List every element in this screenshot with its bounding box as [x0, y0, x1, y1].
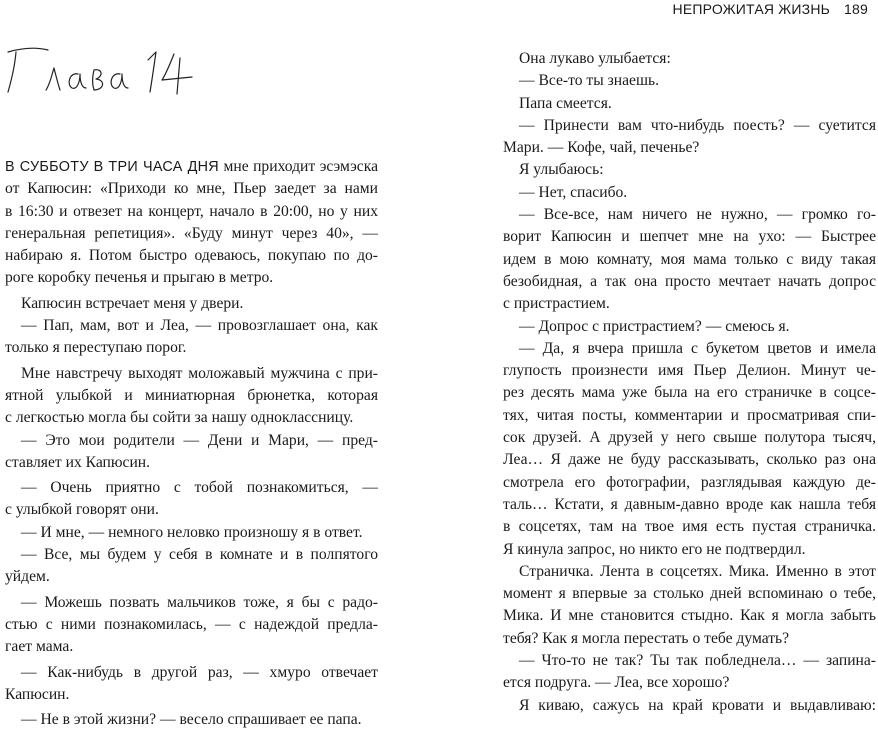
text-line: — Все, мы будем у себя в комнате и в полпятого	[21, 546, 378, 564]
text-line: — И мне, — немного неловко произношу я в ответ.	[21, 523, 363, 541]
text-line: ставляет их Капюсин.	[5, 453, 151, 471]
text-line: — Нет, спасибо.	[519, 183, 628, 201]
text-line: Капюсин встречает меня у двери.	[21, 294, 244, 312]
text-line: глупость произнести имя Пьер Делион. Минут че-	[503, 362, 876, 380]
text-line: сок друзей. А друзей у него свыше полутора тысяч,	[503, 429, 876, 447]
text-line: с улыбкой говорят они.	[5, 501, 159, 519]
text-line: тебя? Как я могла перестать о тебе думать?	[503, 629, 790, 647]
text-line: Леа… Я даже не буду рассказывать, сколько раз она	[503, 451, 876, 469]
text-line: с пристрастием.	[503, 295, 610, 313]
text-line: ятной улыбкой и миниатюрная брюнетка, которая	[5, 386, 378, 404]
text-line: Я улыбаюсь:	[519, 161, 604, 179]
text-line: идем в мою комнату, моя мама только с виду такая	[503, 250, 876, 268]
text-line: с легкостью могла бы сойти за нашу одноклассницу.	[5, 409, 354, 427]
text-line: рез десять мама уже была на его страничке в соцсе-	[503, 384, 876, 402]
left-text-column	[5, 0, 378, 731]
text-line: ворит Капюсин и шепчет мне на ухо: — Быстрее	[503, 228, 876, 246]
text-line: — Принести вам что-нибудь поесть? — суетится	[519, 116, 876, 134]
text-line: Страничка. Лента в соцсетях. Мика. Именно в этот	[519, 562, 876, 580]
text-line: смотрела его фотографии, разглядывая каждую де-	[503, 473, 876, 491]
text-line: генеральная репетиция». «Буду минут через 40», —	[5, 224, 378, 242]
right-text-column	[503, 0, 876, 717]
text-line: в 16:30 и отвезет на концерт, начало в 20:00, но у них	[5, 202, 378, 220]
text-line: Я кинула запрос, но никто его не подтвердил.	[503, 540, 806, 558]
text-line: уйдем.	[5, 568, 50, 586]
text-line: безобидная, а так она просто мечтает начать допрос	[503, 272, 876, 290]
text-line: Капюсин.	[5, 685, 70, 703]
text-line: — Не в этой жизни? — весело спрашивает ее папа.	[21, 711, 362, 729]
text-line: Она лукаво улыбается:	[519, 50, 671, 67]
text-line: роге коробку печенья и прыгаю в метро.	[5, 269, 274, 287]
text-line: — Да, я вчера пришла с букетом цветов и имела	[519, 339, 876, 357]
text-line: от Капюсин: «Приходи ко мне, Пьер заедет за нами	[5, 180, 378, 198]
text-line: Я киваю, сажусь на край кровати и выдавливаю:	[519, 696, 876, 714]
text-line: — Как-нибудь в другой раз, — хмуро отвечает	[21, 663, 378, 681]
text-line: Мика. И мне становится стыдно. Как я могла забыть	[503, 607, 876, 625]
text-line: — Очень приятно с тобой познакомиться, —	[21, 479, 378, 497]
text-line: — Все-то ты знаешь.	[519, 72, 659, 90]
text-line: в соцсетях, там на твое имя есть пустая страничка.	[503, 518, 876, 536]
text-line: — Допрос с пристрастием? — смеюсь я.	[519, 317, 790, 335]
text-line: В СУББОТУ В ТРИ ЧАСА ДНЯ мне приходит эсэмэска	[5, 158, 378, 175]
running-title: НЕПРОЖИТАЯ ЖИЗНЬ	[672, 1, 831, 17]
text-line: стью с ними познакомилась, — с надеждой предла-	[5, 615, 378, 633]
text-line: таль… Кстати, я давным-давно вроде как нашла тебя	[503, 495, 876, 513]
text-line: — Что-то не так? Ты так побледнела… — запина-	[519, 652, 876, 670]
text-line: — Это мои родители — Дени и Мари, — пред-	[21, 431, 378, 449]
text-line: тях, читая посты, комментарии и просматривая спи-	[503, 406, 876, 424]
opening-caps: В СУББОТУ В ТРИ ЧАСА ДНЯ	[5, 159, 219, 175]
text-line: гает мама.	[5, 638, 74, 656]
text-line: только я переступаю порог.	[5, 339, 187, 357]
text-line: набираю я. Потом быстро одеваюсь, покупаю по до-	[5, 247, 378, 265]
text-line: — Пап, мам, вот и Леа, — провозглашает она, как	[21, 317, 378, 335]
text-line: Мне навстречу выходят моложавый мужчина с при-	[21, 364, 378, 382]
text-line: Мари. — Кофе, чай, печенье?	[503, 139, 700, 157]
text-line: Папа смеется.	[519, 94, 612, 112]
page-number: 189	[844, 1, 868, 17]
text-line: момент я впервые за столько дней вспоминаю о тебе,	[503, 585, 876, 603]
text-line: — Все-все, нам ничего не нужно, — громко го-	[519, 206, 876, 224]
text-line: ется подруга. — Леа, все хорошо?	[503, 674, 730, 692]
text-line: — Можешь позвать мальчиков тоже, я бы с радо-	[21, 593, 378, 611]
